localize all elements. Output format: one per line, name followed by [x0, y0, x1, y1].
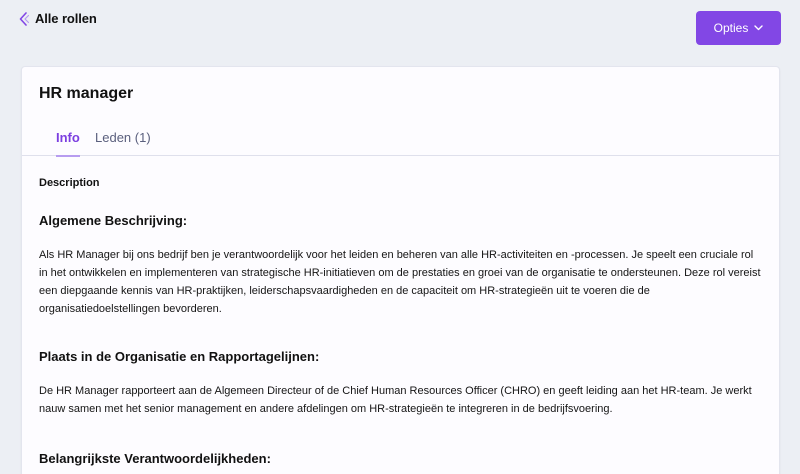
back-link-label: Alle rollen	[35, 11, 97, 26]
tab-info[interactable]: Info	[56, 130, 80, 157]
description-label: Description	[39, 177, 100, 189]
chevron-left-icon	[18, 12, 29, 26]
options-button-label: Opties	[713, 21, 749, 35]
role-card	[21, 66, 780, 474]
section-text-organization: De HR Manager rapporteert aan de Algemeen Directeur of de Chief Human Resources Officer (CHRO) en geeft leiding aan het HR-team. Je werkt nauw samen met het senior management en andere afdelingen om HR-strategieën te integreren in de bedrijfsvoering.	[39, 385, 752, 415]
chevron-down-icon	[754, 25, 763, 31]
section-text-general: Als HR Manager bij ons bedrijf ben je verantwoordelijk voor het leiden en beheren van alle HR-activiteiten en -processen. Je speelt een cruciale rol in het ontwikkelen en implementeren van strategische HR-initiatieven om de prestaties en groei van de organisatie te ondersteunen. Deze rol vereist een diepgaande kennis van HR-praktijken, leiderschapsvaardigheden en de capaciteit om HR-strategieën uit te voeren die de organisatiedoelstellingen bevorderen.	[39, 249, 761, 315]
tab-members[interactable]: Leden (1)	[95, 130, 151, 145]
back-to-roles-link[interactable]	[18, 11, 97, 26]
tab-bar	[22, 124, 779, 156]
section-heading-organization: Plaats in de Organisatie en Rapportagelijnen:	[39, 349, 320, 364]
role-title: HR manager	[39, 85, 134, 102]
options-dropdown-button[interactable]	[696, 11, 781, 45]
section-heading-responsibilities: Belangrijkste Verantwoordelijkheden:	[39, 451, 271, 466]
section-heading-general: Algemene Beschrijving:	[39, 213, 188, 228]
role-description	[39, 177, 764, 466]
